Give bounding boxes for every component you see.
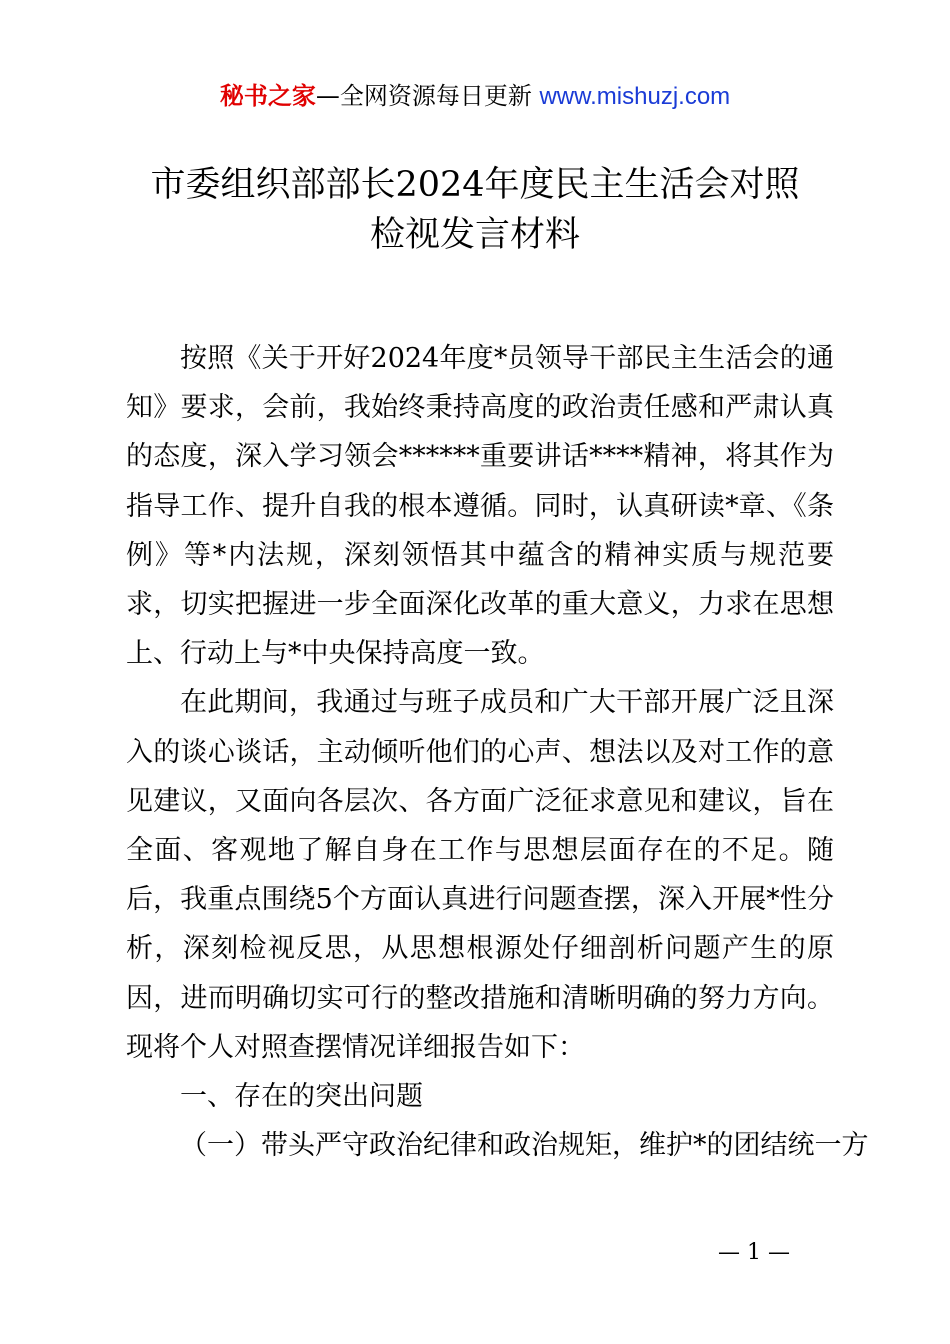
section-heading: 一、存在的突出问题: [180, 1081, 423, 1113]
title-line-1: 市委组织部部长2024年度民主生活会对照: [150, 165, 800, 205]
header-tagline: —全网资源每日更新: [315, 82, 532, 110]
site-header: [0, 80, 950, 113]
document-body: [126, 334, 869, 1170]
brand-name: 秘书之家: [219, 82, 316, 110]
subsection-heading: （一）带头严守政治纪律和政治规矩，维护*的团结统一方: [180, 1130, 869, 1162]
document-title: [100, 160, 850, 260]
paragraph-2: 在此期间，我通过与班子成员和广大干部开展广泛且深入的谈心谈话，主动倾听他们的心声、想法以及对工作的意见建议，又面向各层次、各方面广泛征求意见和建议，旨在全面、客观地了解自身在工作与思想层面存在的不足。随后，我重点围绕5个方面认真进行问题查摆，深入开展*性分析，深刻检视反思，从思想根源处仔细剖析问题产生的原因，进而明确切实可行的整改措施和清晰明确的努力方向。现将个人对照查摆情况详细报告如下：: [126, 687, 834, 1063]
page-number: — 1 —: [718, 1240, 790, 1265]
title-line-2: 检视发言材料: [369, 215, 580, 255]
paragraph-1: 按照《关于开好2024年度*员领导干部民主生活会的通知》要求，会前，我始终秉持高度的政治责任感和严肃认真的态度，深入学习领会******重要讲话****精神，将其作为指导工作、提升自我的根本遵循。同时，认真研读*章、《条例》等*内法规，深刻领悟其中蕴含的精神实质与规范要求，切实把握进一步全面深化改革的重大意义，力求在思想上、行动上与*中央保持高度一致。: [126, 343, 834, 670]
site-url-link[interactable]: www.mishuzj.com: [539, 83, 731, 110]
